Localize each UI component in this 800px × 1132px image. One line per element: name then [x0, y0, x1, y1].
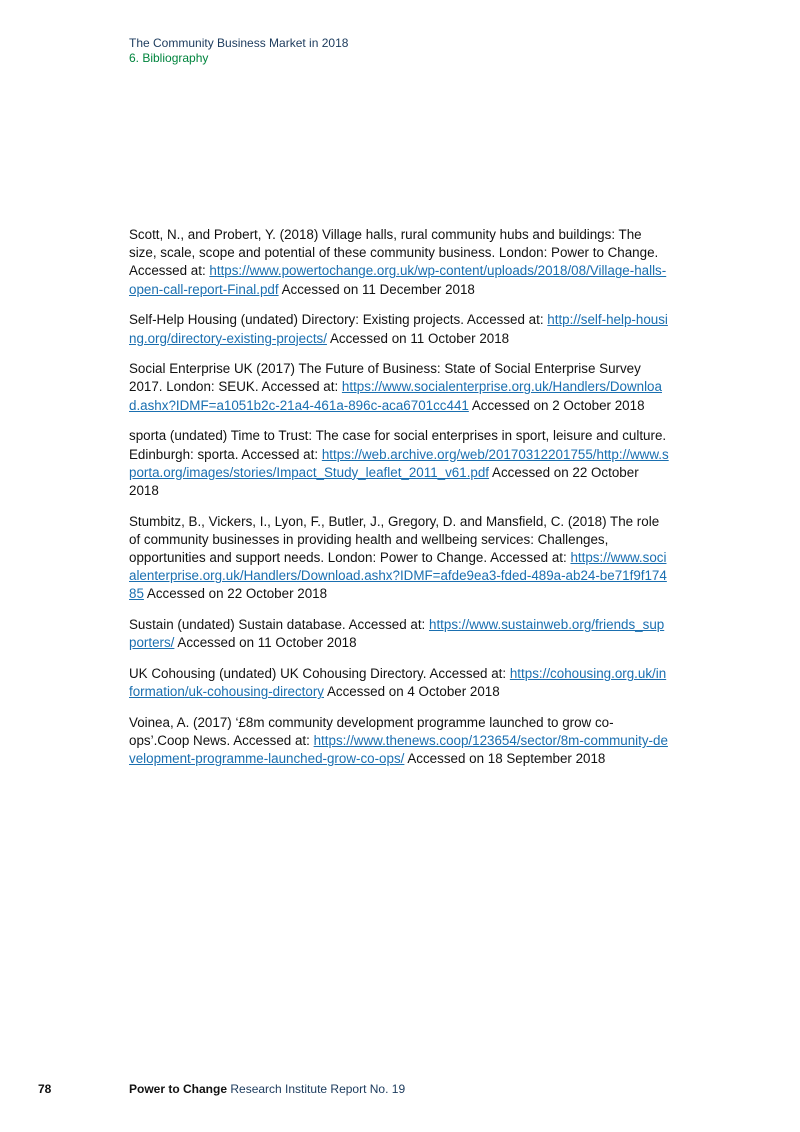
entry-accessed: Accessed on 4 October 2018: [326, 684, 500, 700]
bibliography-entry: [129, 665, 669, 701]
bibliography-entry: [129, 226, 669, 299]
section-title: 6. Bibliography: [129, 51, 209, 65]
entry-accessed: Accessed on 22 October 2018: [129, 464, 639, 498]
entry-link[interactable]: https://www.socialenterprise.org.uk/Handlers/Download.ashx?IDMF=afde9ea3-fded-489a-ab24-be71f9f17485: [129, 550, 667, 602]
bibliography-entry: [129, 513, 669, 604]
entry-text: Social Enterprise UK (2017) The Future of Business: State of Social Enterprise Survey 2017. London: SEUK. Accessed at:: [129, 361, 641, 395]
footer-brand: Power to Change: [129, 1082, 228, 1096]
bibliography-entry: [129, 616, 669, 652]
entry-accessed: Accessed on 11 October 2018: [329, 330, 510, 346]
bibliography-list: [129, 226, 669, 781]
entry-accessed: Accessed on 11 December 2018: [281, 281, 475, 297]
entry-link[interactable]: https://www.socialenterprise.org.uk/Handlers/Download.ashx?IDMF=a1051b2c-21a4-461a-896c-aca6701cc441: [129, 379, 662, 413]
entry-accessed: Accessed on 11 October 2018: [177, 635, 357, 651]
entry-text: Self-Help Housing (undated) Directory: Existing projects. Accessed at:: [129, 312, 544, 328]
entry-text: UK Cohousing (undated) UK Cohousing Directory. Accessed at:: [129, 666, 507, 682]
bibliography-entry: [129, 427, 669, 500]
running-header: [129, 36, 348, 66]
entry-text: Stumbitz, B., Vickers, I., Lyon, F., Butler, J., Gregory, D. and Mansfield, C. (2018) The role of community businesses in providing health and wellbeing services: Challenges, opportunities and support needs. London: Power to Change. Accessed at:: [129, 513, 660, 566]
entry-text: Voinea, A. (2017) ‘£8m community development programme launched to grow co-ops’.Coop News. Accessed at:: [129, 714, 614, 749]
entry-text: Scott, N., and Probert, Y. (2018) Village halls, rural community hubs and buildings: The size, scale, scope and potential of these community business. London: Power to Change. Accessed at:: [129, 227, 659, 279]
entry-link[interactable]: https://cohousing.org.uk/information/uk-cohousing-directory: [129, 666, 667, 700]
entry-text: sporta (undated) Time to Trust: The case for social enterprises in sport, leisure and culture. Edinburgh: sporta. Accessed at:: [129, 428, 667, 462]
entry-link[interactable]: https://www.sustainweb.org/friends_supporters/: [129, 617, 665, 651]
entry-accessed: Accessed on 18 September 2018: [407, 751, 606, 767]
bibliography-entry: [129, 714, 669, 769]
bibliography-entry: [129, 311, 669, 347]
entry-link[interactable]: https://www.powertochange.org.uk/wp-content/uploads/2018/08/Village-halls-open-call-report-Final.pdf: [129, 263, 667, 297]
footer-series: Research Institute Report No. 19: [230, 1082, 406, 1096]
entry-text: Sustain (undated) Sustain database. Accessed at:: [129, 617, 426, 633]
entry-link[interactable]: http://self-help-housing.org/directory-existing-projects/: [129, 312, 668, 346]
bibliography-entry: [129, 360, 669, 415]
page-number: 78: [38, 1082, 52, 1096]
entry-link[interactable]: https://web.archive.org/web/20170312201755/http://www.sporta.org/images/stories/Impact_Study_leaflet_2011_v61.pdf: [129, 446, 669, 480]
entry-link[interactable]: https://www.thenews.coop/123654/sector/8m-community-development-programme-launched-grow-co-ops/: [129, 733, 668, 767]
entry-accessed: Accessed on 2 October 2018: [471, 397, 645, 413]
document-title: The Community Business Market in 2018: [129, 36, 349, 50]
entry-accessed: Accessed on 22 October 2018: [146, 586, 328, 602]
footer-report-title: [129, 1082, 405, 1097]
